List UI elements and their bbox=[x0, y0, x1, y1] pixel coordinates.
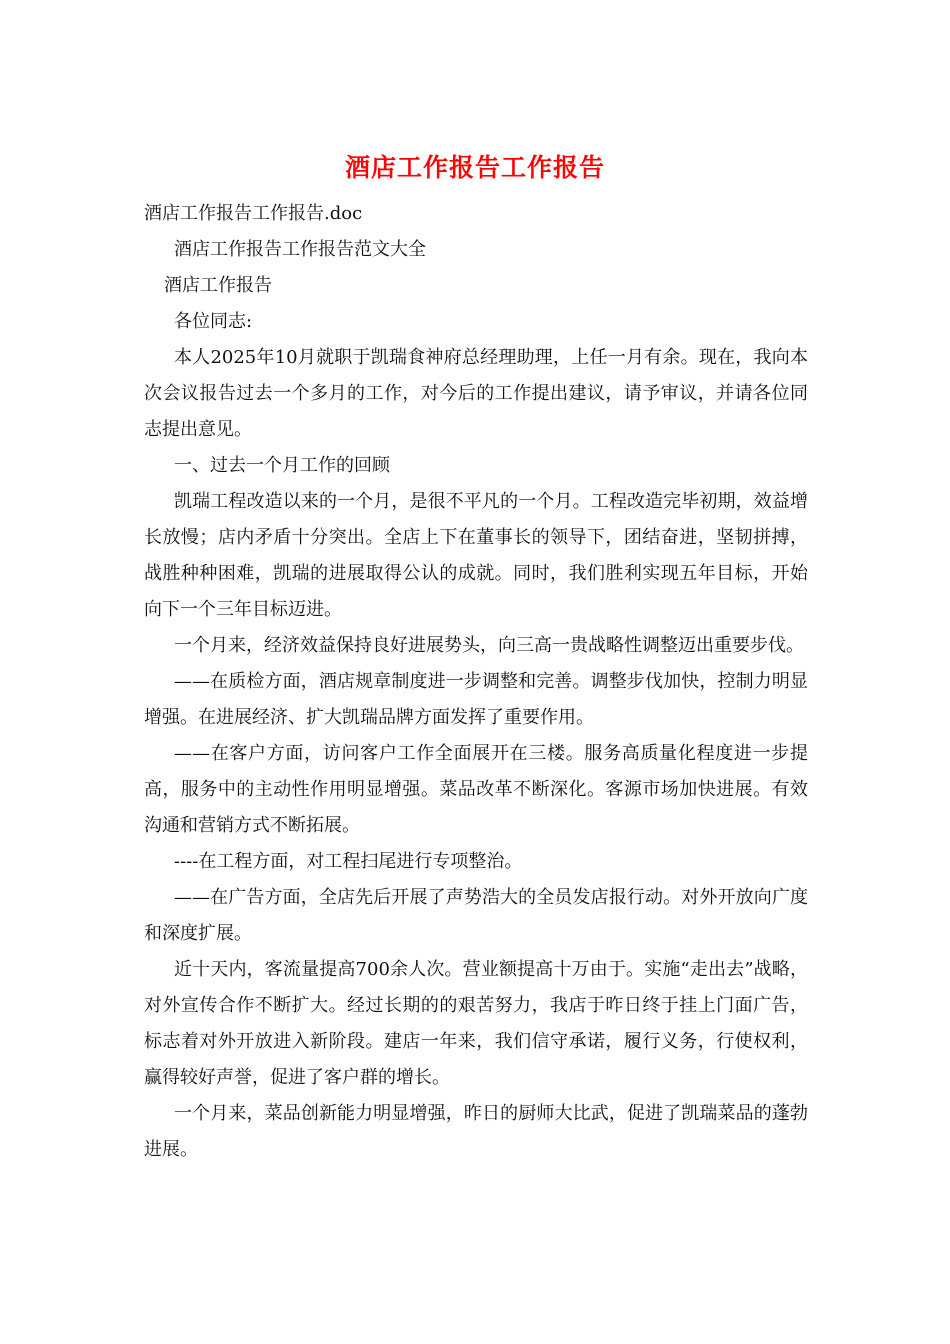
paragraph: 一个月来，经济效益保持良好进展势头，向三高一贵战略性调整迈出重要步伐。 bbox=[174, 635, 804, 656]
paragraph: 本人2025年10月就职于凯瑞食神府总经理助理，上任一月有余。现在，我向本次会议报告过去一个多月的工作，对今后的工作提出建议，请予审议，并请各位同志提出意见。 bbox=[144, 347, 808, 440]
paragraph: ——在客户方面，访问客户工作全面展开在三楼。服务高质量化程度进一步提高，服务中的主动性作用明显增强。菜品改革不断深化。客源市场加快进展。有效沟通和营销方式不断拓展。 bbox=[144, 743, 808, 836]
document-title: 酒店工作报告工作报告 bbox=[344, 153, 605, 182]
document-body bbox=[144, 196, 808, 1168]
file-name: 酒店工作报告工作报告.doc bbox=[144, 203, 363, 224]
paragraph: 近十天内，客流量提高700余人次。营业额提高十万由于。实施“走出去”战略，对外宣传合作不断扩大。经过长期的的艰苦努力，我店于昨日终于挂上门面广告，标志着对外开放进入新阶段。建店一年来，我们信守承诺，履行义务，行使权利，赢得较好声誉，促进了客户群的增长。 bbox=[144, 959, 808, 1088]
paragraph: ----在工程方面，对工程扫尾进行专项整治。 bbox=[174, 851, 523, 872]
section-heading: 酒店工作报告 bbox=[164, 275, 272, 296]
paragraph: 凯瑞工程改造以来的一个月，是很不平凡的一个月。工程改造完毕初期，效益增长放慢；店内矛盾十分突出。全店上下在董事长的领导下，团结奋进，坚韧拼搏，战胜种种困难，凯瑞的进展取得公认的成就。同时，我们胜利实现五年目标，开始向下一个三年目标迈进。 bbox=[144, 491, 808, 620]
paragraph: 一个月来，菜品创新能力明显增强，昨日的厨师大比武，促进了凯瑞菜品的蓬勃进展。 bbox=[144, 1103, 808, 1160]
paragraph: 一、过去一个月工作的回顾 bbox=[174, 455, 390, 476]
salutation: 各位同志: bbox=[174, 311, 253, 332]
paragraph: ——在质检方面，酒店规章制度进一步调整和完善。调整步伐加快，控制力明显增强。在进展经济、扩大凯瑞品牌方面发挥了重要作用。 bbox=[144, 671, 808, 728]
paragraph: ——在广告方面，全店先后开展了声势浩大的全员发店报行动。对外开放向广度和深度扩展。 bbox=[144, 887, 808, 944]
subtitle: 酒店工作报告工作报告范文大全 bbox=[174, 239, 426, 260]
